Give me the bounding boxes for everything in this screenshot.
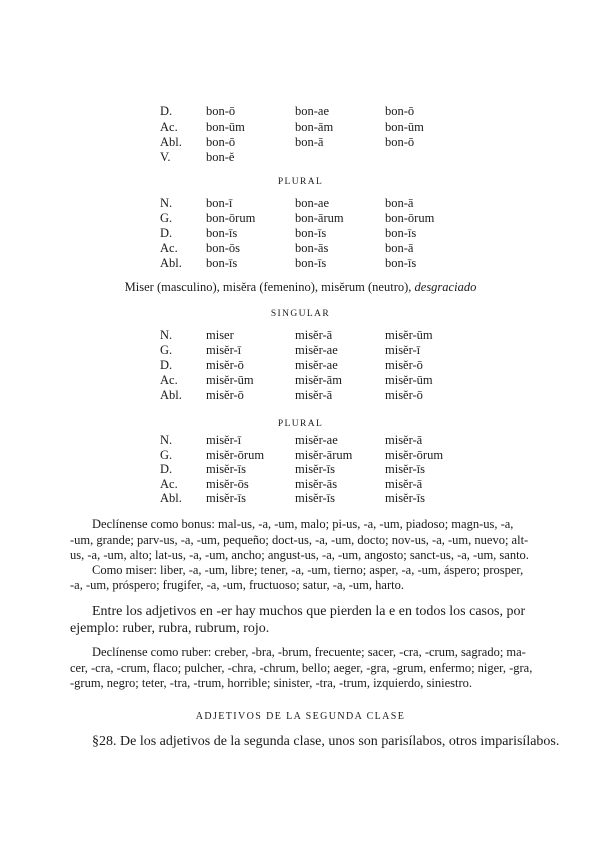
table-row: Ac. misĕr-ūm misĕr-ām misĕr-ūm [160,373,433,387]
section-subheading: PLURAL [277,177,324,187]
paragraph-line: -grum, negro; teter, -tra, -trum, horrible; sinister, -tra, -trum, izquierdo, siniestro. [70,676,473,690]
paragraph-line: Entre los adjetivos en -er hay muchos que pierden la e en todos los casos, por [92,604,526,619]
table-row: G. misĕr-ōrum misĕr-ārum misĕr-ōrum [160,448,444,462]
paragraph-line: Como miser: liber, -a, -um, libre; tener, -a, -um, tierno; asper, -a, -um, áspero; prosper, [92,563,524,577]
table-row: D. misĕr-ō misĕr-ae misĕr-ō [160,358,423,372]
table-row: N. bon-ī bon-ae bon-ā [160,196,414,210]
paragraph-line: Declínense como ruber: creber, -bra, -brum, frecuente; sacer, -cra, -crum, sagrado; ma- [92,645,526,659]
table-row: G. misĕr-ī misĕr-ae misĕr-ī [160,343,421,357]
paragraph-line: Declínense como bonus: mal-us, -a, -um, malo; pi-us, -a, -um, piadoso; magn-us, -a, [92,517,514,531]
table-row: D. bon-ō bon-ae bon-ō [160,104,415,118]
table-row: D. misĕr-īs misĕr-īs misĕr-īs [160,462,426,476]
table-row: N. miser misĕr-ā misĕr-ūm [160,328,433,342]
table-row: Ac. misĕr-ōs misĕr-ās misĕr-ā [160,477,423,491]
table-row: Ac. bon-ōs bon-ās bon-ā [160,241,414,255]
table-row: Abl. misĕr-īs misĕr-īs misĕr-īs [160,491,426,505]
paragraph-line: -a, -um, próspero; frugifer, -a, -um, fructuoso; satur, -a, -um, harto. [70,578,404,592]
table-row: Abl. bon-īs bon-īs bon-īs [160,256,417,270]
table-row: Abl. misĕr-ō misĕr-ā misĕr-ō [160,388,423,402]
table-row: Ac. bon-ūm bon-ām bon-ūm [160,120,424,134]
paragraph-line: -um, grande; parv-us, -a, -um, pequeño; doct-us, -a, -um, docto; nov-us, -a, -um, nuevo; alt- [70,533,529,547]
section-heading: ADJETIVOS DE LA SEGUNDA CLASE [195,711,406,722]
section-subheading: SINGULAR [270,309,331,319]
paragraph-line: cer, -cra, -crum, flaco; pulcher, -chra, -chrum, bello; aeger, -gra, -grum, enfermo; niger, -gra, [70,661,533,675]
section-paragraph: §28. De los adjetivos de la segunda clase, unos son parisílabos, otros imparisílabos. [92,734,560,749]
table-row: Abl. bon-ō bon-ā bon-ō [160,135,415,149]
paragraph-line: ejemplo: ruber, rubra, rubrum, rojo. [70,621,270,636]
paragraph-line: us, -a, -um, alto; lat-us, -a, -um, ancho; angust-us, -a, -um, angosto; sanct-us, -a, -um, santo. [70,548,529,562]
section-subheading: PLURAL [277,419,324,429]
table-row: V. bon-ĕ [160,150,235,164]
miser-intro: Miser (masculino), misĕra (femenino), misĕrum (neutro), desgraciado [124,280,477,294]
table-row: D. bon-īs bon-īs bon-īs [160,226,417,240]
table-row: N. misĕr-ī misĕr-ae misĕr-ā [160,433,423,447]
table-row: G. bon-ōrum bon-ārum bon-ōrum [160,211,435,225]
